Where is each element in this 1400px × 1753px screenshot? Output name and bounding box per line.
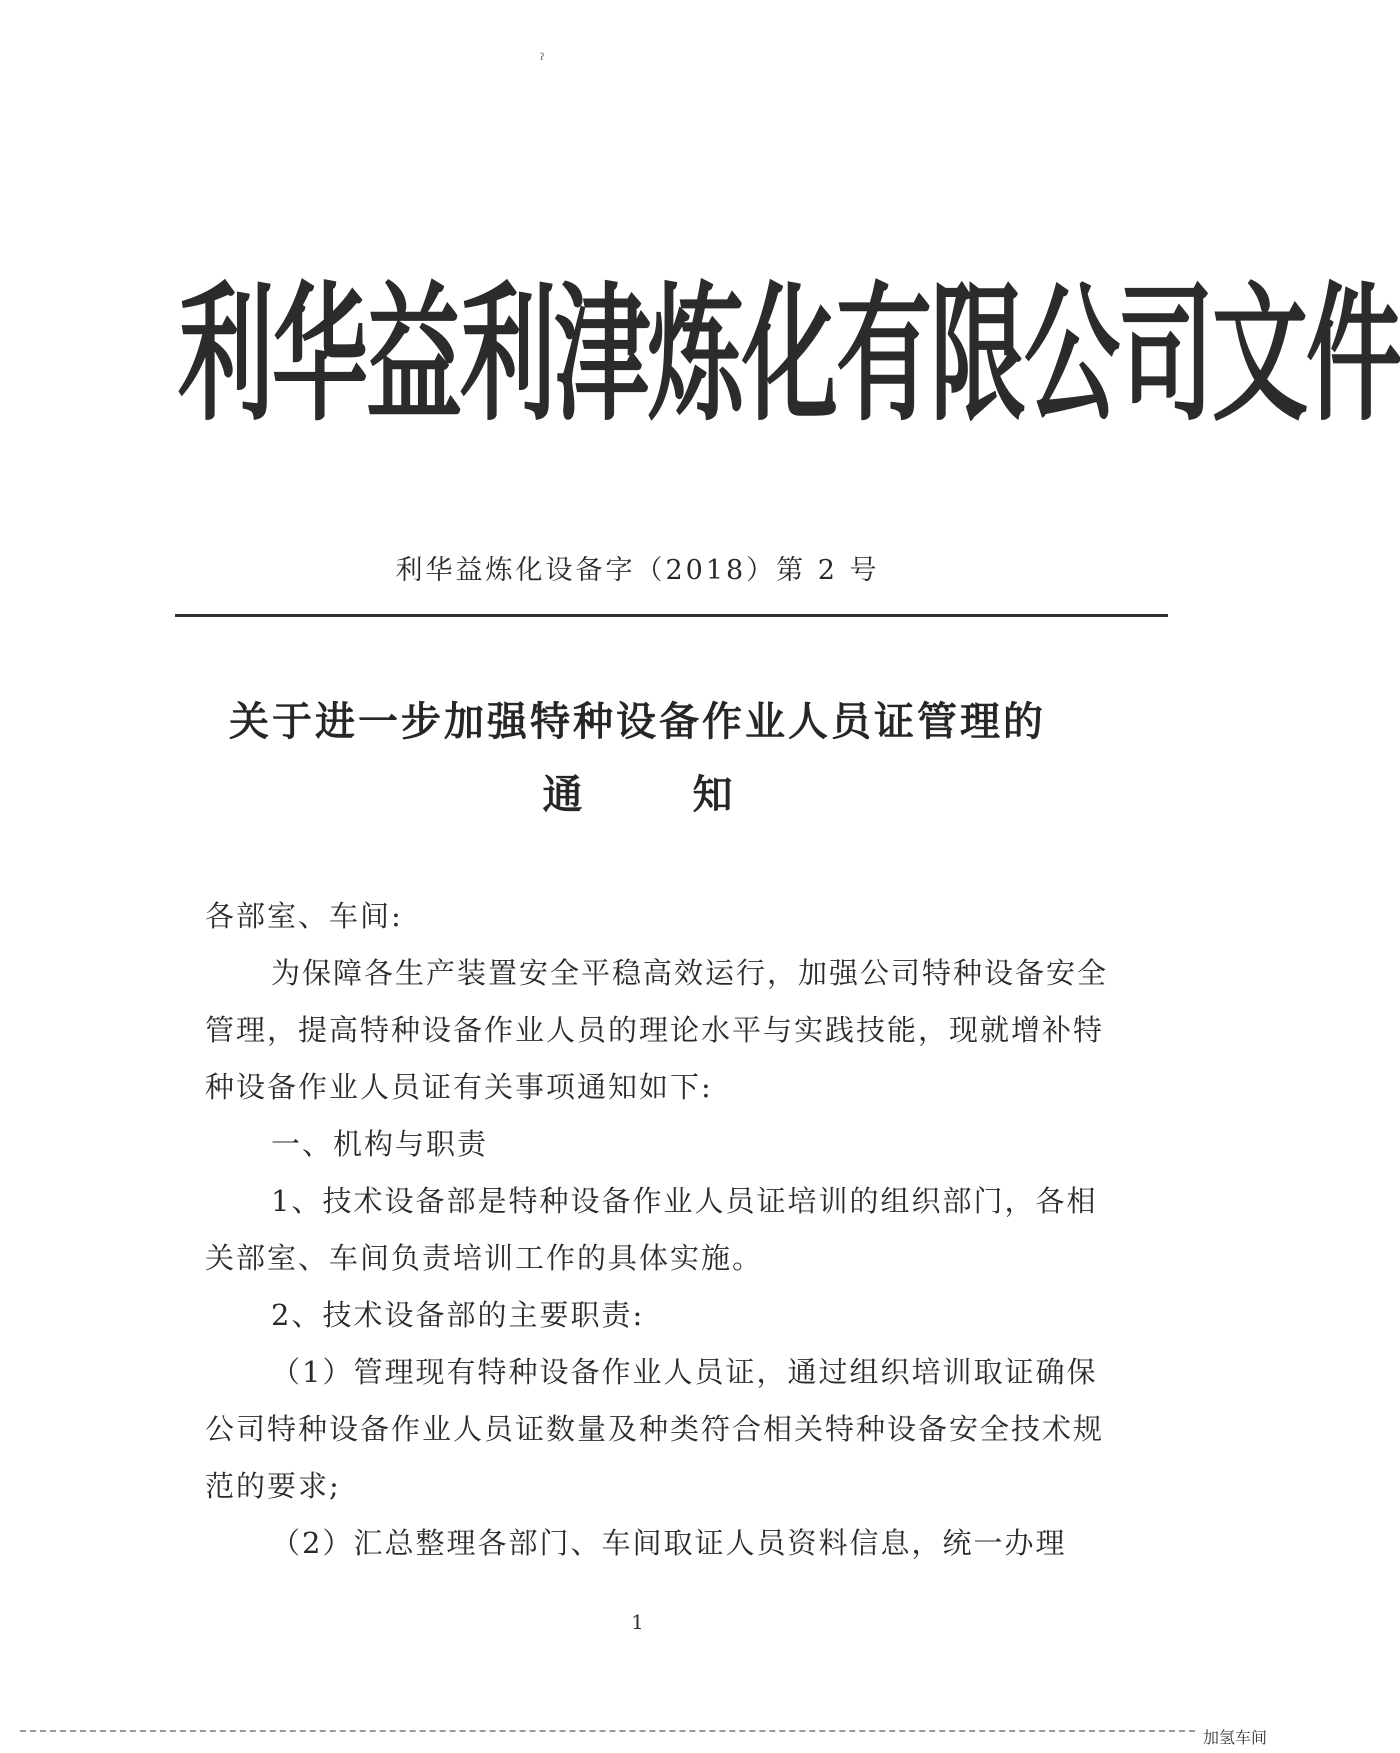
notice-title-line1: 关于进一步加强特种设备作业人员证管理的 (229, 699, 1046, 745)
masthead-char: 利 (178, 268, 272, 442)
body-paragraph: （2）汇总整理各部门、车间取证人员资料信息，统一办理 (271, 1526, 1067, 1560)
body-paragraph: （1）管理现有特种设备作业人员证，通过组织培训取证确保公司特种设备作业人员证数量及种类符合相关特种设备安全技术规范的要求; (205, 1355, 1105, 1503)
masthead-title (178, 268, 1400, 442)
notice-title-line2 (0, 763, 1275, 820)
bottom-dashed-rule (20, 1730, 1195, 1732)
masthead-char: 文 (1212, 268, 1306, 442)
masthead-char: 司 (1118, 268, 1212, 442)
salutation: 各部室、车间: (205, 899, 403, 933)
corner-label: 加氢车间 (1201, 1725, 1269, 1748)
body-paragraph: 2、技术设备部的主要职责: (271, 1298, 645, 1332)
section-heading: 一、机构与职责 (271, 1127, 489, 1161)
notice-body (205, 888, 1120, 1572)
masthead-char: 津 (554, 268, 648, 442)
notice-title-char-1: 通 (542, 772, 583, 818)
masthead-char: 限 (930, 268, 1024, 442)
scan-speck: ˀ (540, 50, 545, 69)
masthead-char: 华 (272, 268, 366, 442)
masthead-char: 利 (460, 268, 554, 442)
masthead-char: 化 (742, 268, 836, 442)
page-number: 1 (631, 1610, 644, 1634)
masthead-char: 件 (1306, 268, 1400, 442)
body-paragraph: 1、技术设备部是特种设备作业人员证培训的组织部门，各相关部室、车间负责培训工作的具体实施。 (205, 1184, 1098, 1275)
masthead-char: 益 (366, 268, 460, 442)
header-divider (175, 614, 1168, 617)
notice-title-char-2: 知 (692, 772, 733, 818)
document-number: 利华益炼化设备字（2018）第 2 号 (395, 555, 880, 586)
masthead-char: 炼 (648, 268, 742, 442)
body-paragraph: 为保障各生产装置安全平稳高效运行，加强公司特种设备安全管理，提高特种设备作业人员的理论水平与实践技能，现就增补特种设备作业人员证有关事项通知如下: (205, 956, 1109, 1104)
masthead-char: 有 (836, 268, 930, 442)
masthead-char: 公 (1024, 268, 1118, 442)
